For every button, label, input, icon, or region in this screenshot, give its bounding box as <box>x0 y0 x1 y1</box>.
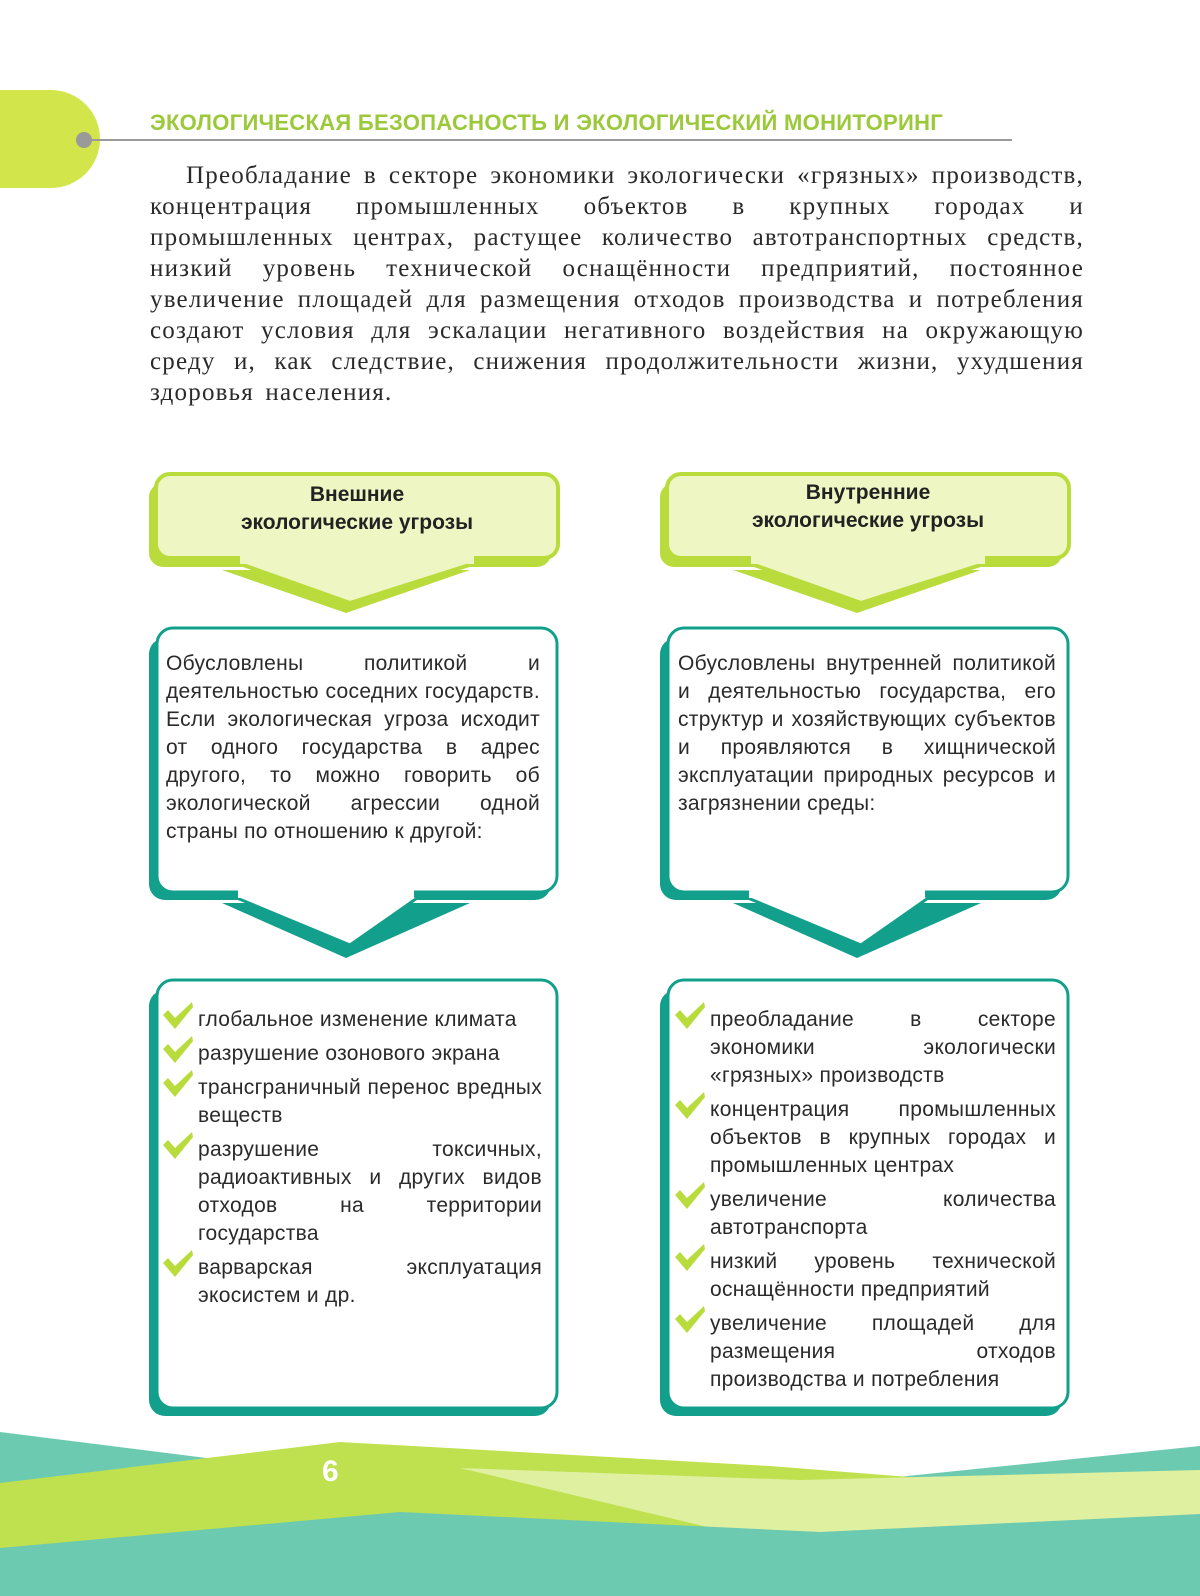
checkmark-icon <box>162 1068 194 1098</box>
list-item: разрушение озонового экрана <box>162 1040 542 1068</box>
list-item: увеличение площадей для размещения отходов производства и потребления <box>674 1310 1056 1394</box>
footer-waves <box>0 1432 1200 1596</box>
list-item: концентрация промышленных объектов в крупных городах и промышленных центрах <box>674 1096 1056 1180</box>
page-number: 6 <box>322 1455 339 1488</box>
checkmark-icon <box>162 1000 194 1030</box>
list-item: трансграничный перенос вредных веществ <box>162 1074 542 1130</box>
page-header-title: ЭКОЛОГИЧЕСКАЯ БЕЗОПАСНОСТЬ И ЭКОЛОГИЧЕСКИЙ МОНИТОРИНГ <box>150 110 944 135</box>
external-threats-title: Внешние экологические угрозы <box>240 483 474 534</box>
internal-threats-description: Обусловлены внутренней политикой и деятельностью государства, его структур и хозяйствующих субъектов и проявляются в хищнической эксплуатации природных ресурсов и загрязнении среды: <box>678 652 1056 815</box>
external-threats-description: Обусловлены политикой и деятельностью соседних государств. Если экологическая угроза исходит от одного государства в адрес другого, то можно говорить об экологической агрессии одной страны по отношению к другой: <box>166 652 540 843</box>
checkmark-icon <box>674 1180 706 1210</box>
list-item: варварская эксплуатация экосистем и др. <box>162 1254 542 1310</box>
internal-threats-title: Внутренние экологические угрозы <box>751 481 985 532</box>
intro-paragraph: Преобладание в секторе экономики экологически «грязных» производств, концентрация промышленных объектов в крупных городах и промышленных центрах, растущее количество автотранспортных средств, низкий уровень технической оснащённости предприятий, постоянное увеличение площадей для размещения отходов производства и потребления создают условия для эскалации негативного воздействия на окружающую среду и, как следствие, снижения продолжительности жизни, ухудшения здоровья населения. <box>150 162 1084 406</box>
checkmark-icon <box>674 1090 706 1120</box>
checkmark-icon <box>674 1304 706 1334</box>
list-item: увеличение количества автотранспорта <box>674 1186 1056 1242</box>
checkmark-icon <box>674 1242 706 1272</box>
checkmark-icon <box>162 1034 194 1064</box>
internal-threats-list <box>674 1006 1056 1400</box>
external-threats-list <box>162 1006 542 1316</box>
list-item: преобладание в секторе экономики экологически «грязных» производств <box>674 1006 1056 1090</box>
checkmark-icon <box>162 1248 194 1278</box>
checkmark-icon <box>674 1000 706 1030</box>
list-item: глобальное изменение климата <box>162 1006 542 1034</box>
checkmark-icon <box>162 1130 194 1160</box>
list-item: разрушение токсичных, радиоактивных и других видов отходов на территории государства <box>162 1136 542 1248</box>
list-item: низкий уровень технической оснащённости предприятий <box>674 1248 1056 1304</box>
